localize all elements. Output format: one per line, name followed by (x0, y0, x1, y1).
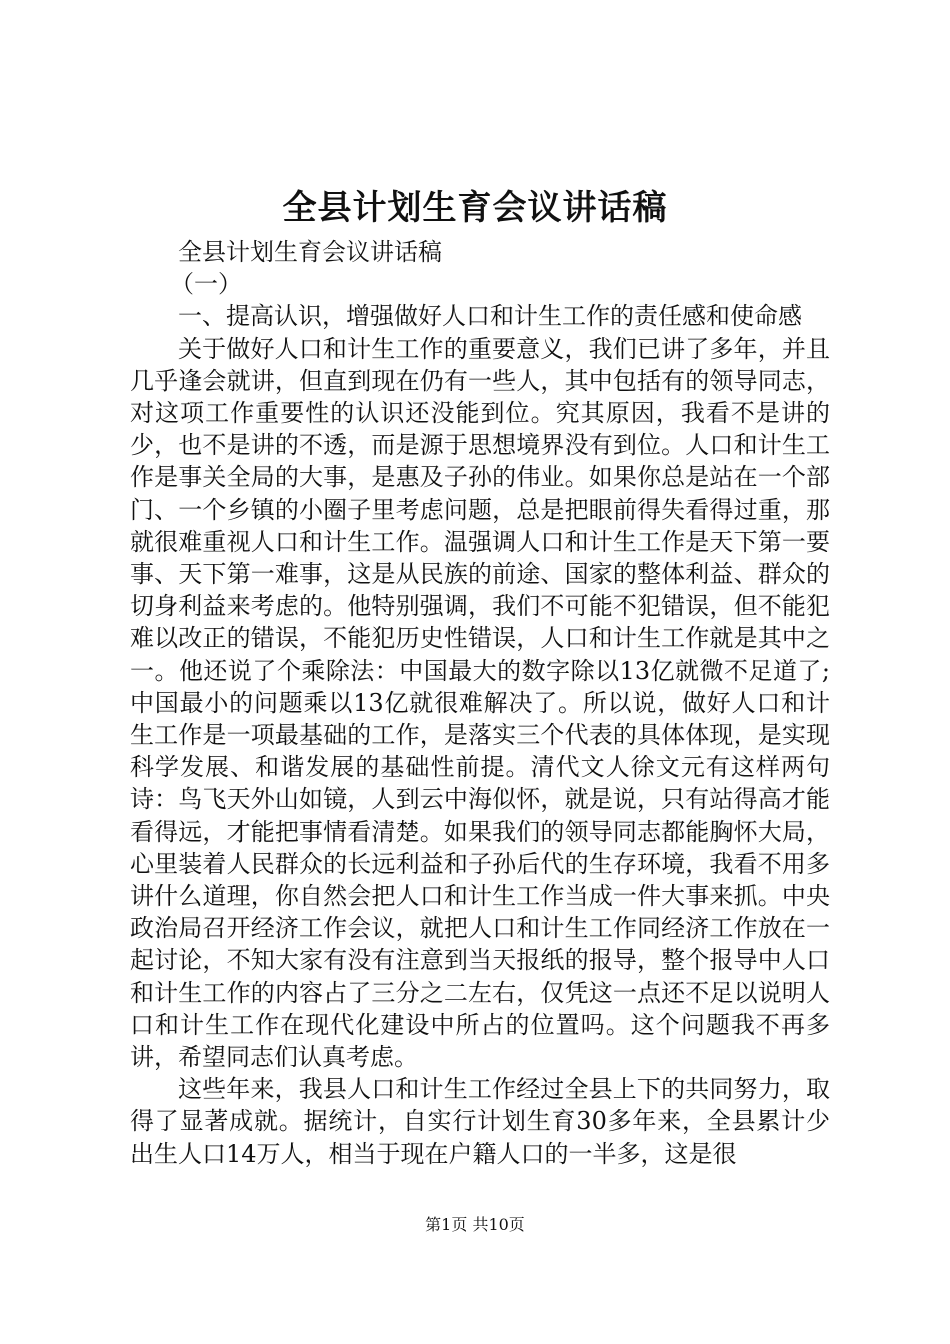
body-paragraph: 关于做好人口和计生工作的重要意义，我们已讲了多年，并且几乎逢会就讲，但直到现在仍有一些人，其中包括有的领导同志，对这项工作重要性的认识还没能到位。究其原因，我看不是讲的少，也不是讲的不透，而是源于思想境界没有到位。人口和计生工作是事关全局的大事，是惠及子孙的伟业。如果你总是站在一个部门、一个乡镇的小圈子里考虑问题，总是把眼前得失看得过重，那就很难重视人口和计生工作。温强调人口和计生工作是天下第一要事、天下第一难事，这是从民族的前途、国家的整体利益、群众的切身利益来考虑的。他特别强调，我们不可能不犯错误，但不能犯难以改正的错误，不能犯历史性错误，人口和计生工作就是其中之一。他还说了个乘除法：中国最大的数字除以13亿就微不足道了;中国最小的问题乘以13亿就很难解决了。所以说，做好人口和计生工作是一项最基础的工作，是落实三个代表的具体体现，是实现科学发展、和谐发展的基础性前提。清代文人徐文元有这样两句诗：鸟飞天外山如镜，人到云中海似怀，就是说，只有站得高才能看得远，才能把事情看清楚。如果我们的领导同志都能胸怀大局，心里装着人民群众的长远利益和子孙后代的生存环境，我看不用多讲什么道理，你自然会把人口和计生工作当成一件大事来抓。中央政治局召开经济工作会议，就把人口和计生工作同经济工作放在一起讨论，不知大家有没有注意到当天报纸的报导，整个报导中人口和计生工作的内容占了三分之二左右，仅凭这一点还不足以说明人口和计生工作在现代化建设中所占的位置吗。这个问题我不再多讲，希望同志们认真考虑。 (130, 334, 830, 1072)
body-paragraph: 这些年来，我县人口和计生工作经过全县上下的共同努力，取得了显著成就。据统计，自实行计划生育30多年来，全县累计少出生人口14万人，相当于现在户籍人口的一半多，这是很 (130, 1075, 830, 1168)
subtitle-paragraph: 全县计划生育会议讲话稿 (178, 238, 442, 266)
section-heading-paragraph: 一、提高认识，增强做好人口和计生工作的责任感和使命感 (178, 302, 802, 331)
section-marker-paragraph: （一） (170, 270, 242, 299)
document-title: 全县计划生育会议讲话稿 (282, 188, 668, 228)
page-number-footer: 第1页 共10页 (425, 1215, 525, 1234)
document-body (130, 236, 830, 1170)
